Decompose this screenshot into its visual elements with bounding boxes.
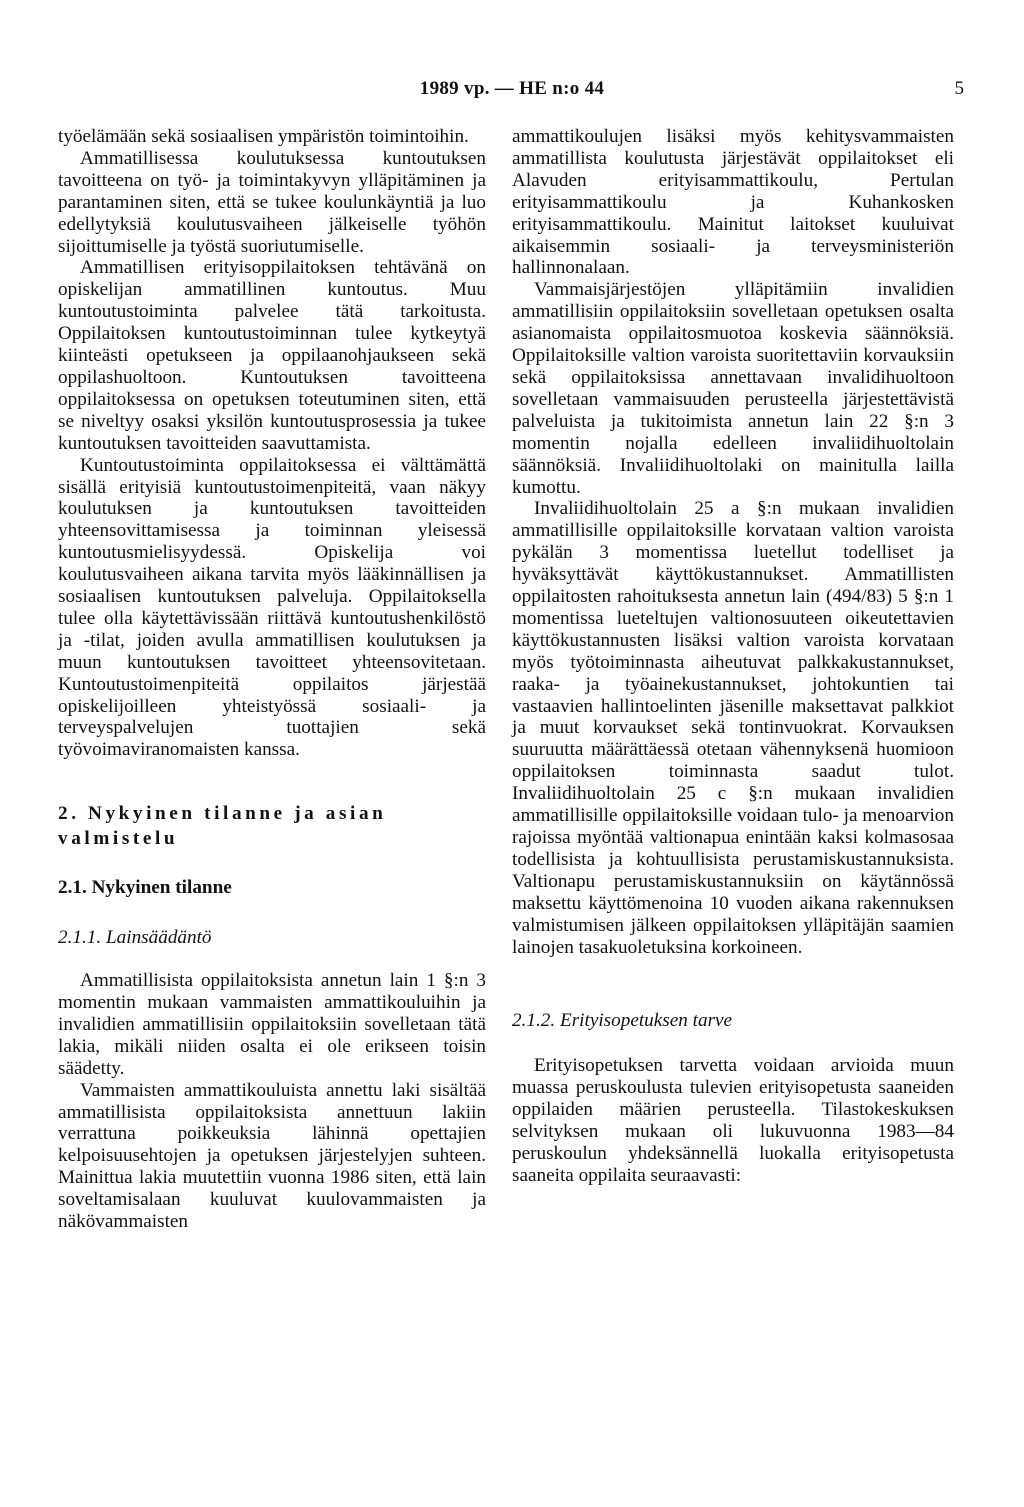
- paragraph: Erityisopetuksen tarvetta voidaan arvioida muun muassa peruskoulusta tulevien erityisopetusta saaneiden oppilaiden määrien perusteella. Tilastokeskuksen selvityksen mukaan oli lukuvuonna 1983—84 peruskoulun yhdeksännellä luokalla erityisopetusta saaneita oppilaita seuraavasti:: [512, 1055, 954, 1186]
- subsubsection-heading: 2.1.1. Lainsäädäntö: [58, 927, 212, 949]
- right-column: [512, 126, 954, 1187]
- paragraph: Invaliidihuoltolain 25 a §:n mukaan invalidien ammatillisille oppilaitoksille korvataan valtion varoista pykälän 3 momentissa luetellut todelliset ja hyväksyttävät käyttökustannukset. Ammatillisten oppilaitosten rahoituksesta annetun lain (494/83) 5 §:n 1 momentissa lueteltujen valtionosuuteen oikeutettavien käyttökustannusten lisäksi valtion varoista korvataan myös työtoiminnasta aiheutuvat palkkakustannukset, raaka- ja työainekustannukset, johtokuntien tai vastaavien hallintoelinten jäsenille maksettavat palkkiot ja muut korvaukset sekä tontinvuokrat. Korvauksen suuruutta määrättäessä otetaan vähennyksenä huomioon oppilaitoksen toiminnasta saadut tulot. Invaliidihuoltolain 25 c §:n mukaan invalidien ammatillisille oppilaitoksille voidaan tulo- ja menoarvion rajoissa myöntää valtionapua enintään kaksi kolmasosaa todellisista ja kohtuullisista perustamiskustannuksista. Valtionapu perustamiskustannuksiin on käytännössä maksettu käyttömenoina 10 vuoden aikana rakennuksen valmistumisen jälkeen oppilaitoksen ylläpitäjän saamien lainojen tasakuoletuksina korkoineen.: [512, 498, 954, 958]
- page-number: 5: [954, 78, 964, 99]
- subsubsection-heading: 2.1.2. Erityisopetuksen tarve: [512, 1010, 733, 1032]
- paragraph: ammattikoulujen lisäksi myös kehitysvammaisten ammatillista koulutusta järjestävät oppilaitokset eli Alavuden erityisammattikoulu, Pertulan erityisammattikoulu ja Kuhankosken erityisammattikoulu. Mainitut laitokset kuuluivat aikaisemmin sosiaali- ja terveysministeriön hallinnonalaan.: [512, 126, 954, 279]
- left-column: [58, 126, 486, 1233]
- section-heading: 2. Nykyinen tilanne ja asian valmistelu: [58, 803, 387, 850]
- paragraph: Vammaisjärjestöjen ylläpitämiin invalidien ammatillisiin oppilaitoksiin sovelletaan opetuksen osalta asianomaista oppilaitosmuotoa koskevia säännöksiä. Oppilaitoksille valtion varoista suoritettaviin korvauksiin sekä oppilaitoksissa annettavaan invalidihuoltoon sovelletaan vammaisuuden perusteella järjestettävistä palveluista ja tukitoimista annetun lain 22 §:n 3 momentin nojalla edelleen invaliidihuoltolain säännöksiä. Invaliidihuoltolaki on mainitulla lailla kumottu.: [512, 279, 954, 498]
- paragraph: Vammaisten ammattikouluista annettu laki sisältää ammatillisista oppilaitoksista annettuun lakiin verrattuna poikkeuksia lähinnä opettajien kelpoisuusehtojen ja opetuksen järjestelyjen suhteen. Mainittua lakia muutettiin vuonna 1986 siten, että lain soveltamisalaan kuuluvat kuulovammaisten ja näkövammaisten: [58, 1079, 486, 1233]
- paragraph: Ammatillisessa koulutuksessa kuntoutuksen tavoitteena on työ- ja toimintakyvyn ylläpitäminen ja parantaminen siten, että se tukee koulunkäyntiä ja luo edellytyksiä koulutusvaiheen jälkeiselle työhön sijoittumiselle ja työstä suoriutumiselle.: [58, 147, 486, 257]
- subsection-heading: 2.1. Nykyinen tilanne: [58, 877, 232, 899]
- paragraph: Ammatillisista oppilaitoksista annetun lain 1 §:n 3 momentin mukaan vammaisten ammattikouluihin ja invalidien ammatillisiin oppilaitoksiin sovelletaan tätä lakia, mikäli niiden osalta ei ole erikseen toisin säädetty.: [58, 970, 486, 1079]
- paragraph: työelämään sekä sosiaalisen ympäristön toimintoihin.: [58, 126, 469, 147]
- running-title: 1989 vp. — HE n:o 44: [419, 78, 605, 99]
- page-header: [0, 78, 1024, 102]
- paragraph: Ammatillisen erityisoppilaitoksen tehtävänä on opiskelijan ammatillinen kuntoutus. Muu kuntoutustoiminta palvelee tätä tarkoitusta. Oppilaitoksen kuntoutustoiminnan tulee kytkeytyä kiinteästi opetukseen ja oppilaanohjaukseen sekä oppilashuoltoon. Kuntoutuksen tavoitteena oppilaitoksessa on opetuksen toteutuminen siten, että se niveltyy osaksi yksilön kuntoutusprosessia ja tukee kuntoutuksen tavoitteiden saavuttamista.: [58, 257, 486, 454]
- paragraph: Kuntoutustoiminta oppilaitoksessa ei välttämättä sisällä erityisiä kuntoutustoimenpiteitä, vaan näkyy koulutuksen ja kuntoutuksen tavoitteiden yhteensovittamisessa ja toiminnan yleisessä kuntoutusmielisyydessä. Opiskelija voi koulutusvaiheen aikana tarvita myös lääkinnällisen ja sosiaalisen kuntoutuksen palveluja. Oppilaitoksella tulee olla käytettävissään riittävä kuntoutushenkilöstö ja -tilat, joiden avulla ammatillisen koulutuksen ja muun kuntoutuksen tavoitteet yhteensovitetaan. Kuntoutustoimenpiteitä oppilaitos järjestää opiskelijoilleen yhteistyössä sosiaali- ja terveyspalvelujen tuottajien sekä työvoimaviranomaisten kanssa.: [58, 454, 486, 761]
